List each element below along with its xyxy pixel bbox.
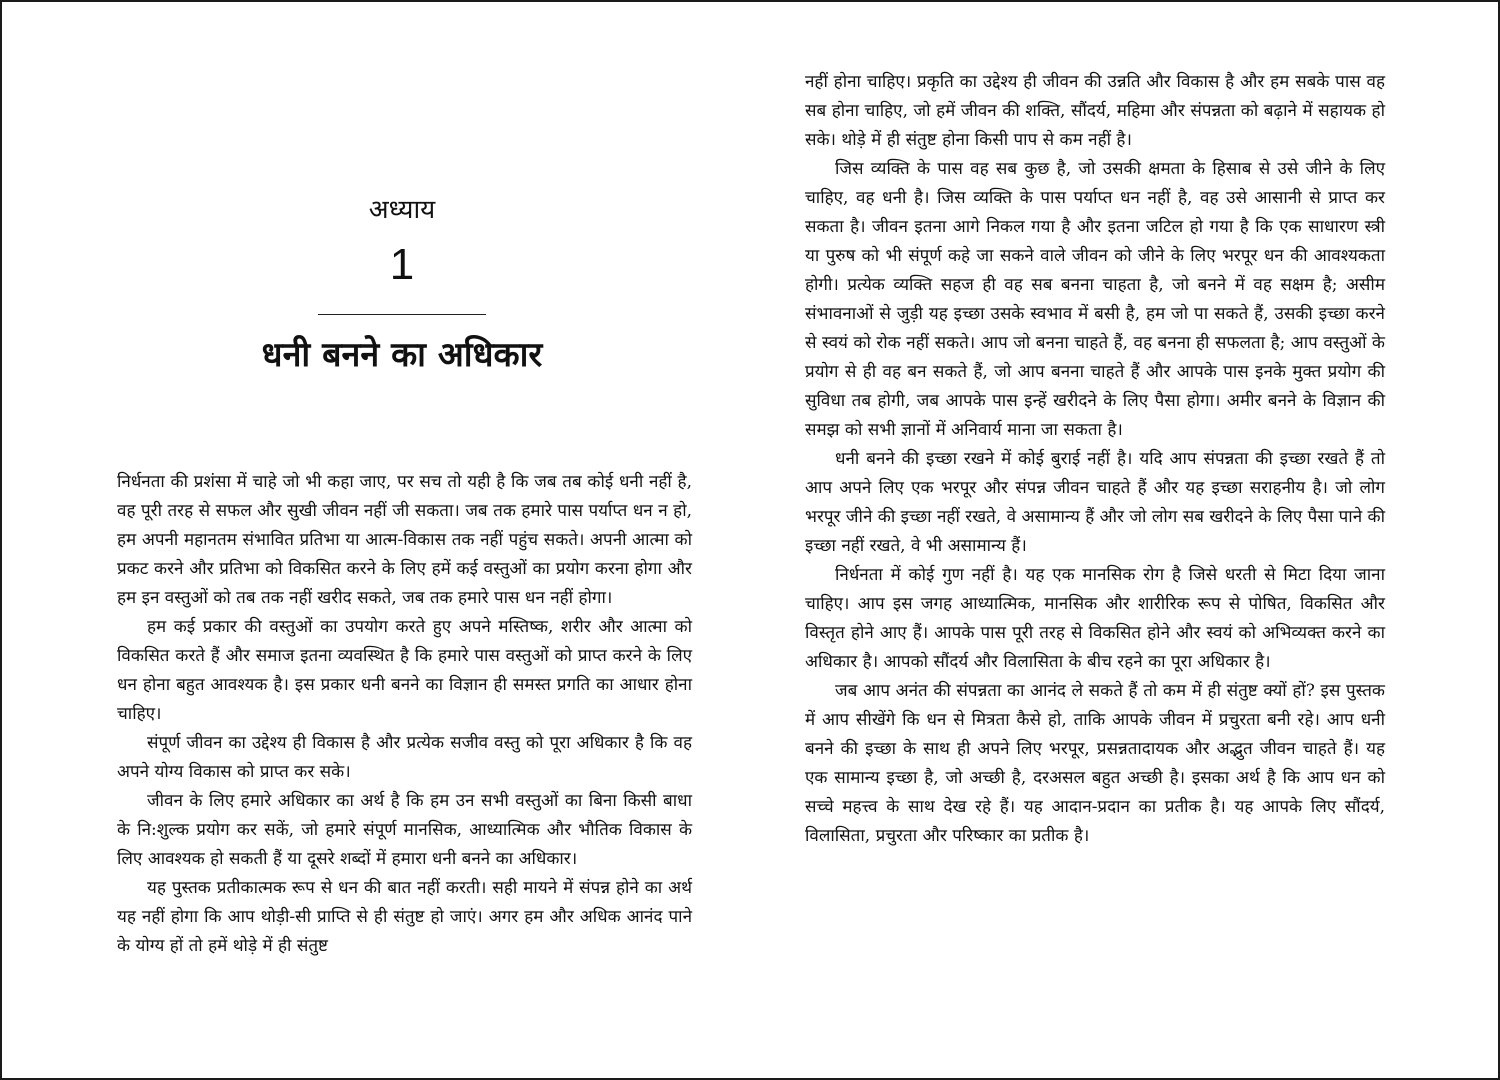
paragraph: यह पुस्तक प्रतीकात्मक रूप से धन की बात नहीं करती। सही मायने में संपन्न होने का अर्थ यह नहीं होगा कि आप थोड़ी-सी प्राप्ति से ही संतुष्ट हो जाएं। अगर हम और अधिक आनंद पाने के योग्य हों तो हमें थोड़े में ही संतुष्ट [117,878,692,956]
chapter-title: धनी बनने का अधिकार [261,335,543,375]
paragraph: हम कई प्रकार की वस्तुओं का उपयोग करते हुए अपने मस्तिष्क, शरीर और आत्मा को विकसित करते हैं और समाज इतना व्यवस्थित है कि हमारे पास वस्तुओं को प्राप्त करने के लिए धन होना बहुत आवश्यक है। इस प्रकार धनी बनने का विज्ञान ही समस्त प्रगति का आधार होना चाहिए। [117,617,692,724]
paragraph: नहीं होना चाहिए। प्रकृति का उद्देश्य ही जीवन की उन्नति और विकास है और हम सबके पास वह सब होना चाहिए, जो हमें जीवन की शक्ति, सौंदर्य, महिमा और संपन्नता को बढ़ाने में सहायक हो सके। थोड़े में ही संतुष्ट होना किसी पाप से कम नहीं है। [805,72,1385,150]
paragraph: जिस व्यक्ति के पास वह सब कुछ है, जो उसकी क्षमता के हिसाब से उसे जीने के लिए चाहिए, वह धनी है। जिस व्यक्ति के पास पर्याप्त धन नहीं है, वह उसे आसानी से प्राप्त कर सकता है। जीवन इतना आगे निकल गया है और इतना जटिल हो गया है कि एक साधारण स्त्री या पुरुष को भी संपूर्ण कहे जा सकने वाले जीवन को जीने के लिए भरपूर धन की आवश्यकता होगी। प्रत्येक व्यक्ति सहज ही वह सब बनना चाहता है, जो बनने में वह सक्षम है; असीम संभावनाओं से जुड़ी यह इच्छा उसके स्वभाव में बसी है, हम जो पा सकते हैं, उसकी इच्छा करने से स्वयं को रोक नहीं सकते। आप जो बनना चाहते हैं, वह बनना ही सफलता है; आप वस्तुओं के प्रयोग से ही वह बन सकते हैं, जो आप बनना चाहते हैं और आपके पास इनके मुक्त प्रयोग की सुविधा तब होगी, जब आपके पास इन्हें खरीदने के लिए पैसा होगा। अमीर बनने के विज्ञान की समझ को सभी ज्ञानों में अनिवार्य माना जा सकता है। [805,159,1385,440]
chapter-divider [318,314,486,315]
paragraph: धनी बनने की इच्छा रखने में कोई बुराई नहीं है। यदि आप संपन्नता की इच्छा रखते हैं तो आप अपने लिए एक भरपूर और संपन्न जीवन चाहते हैं और यह इच्छा सराहनीय है। जो लोग भरपूर जीने की इच्छा नहीं रखते, वे असामान्य हैं और जो लोग सब खरीदने के लिए पैसा पाने की इच्छा नहीं रखते, वे भी असामान्य हैं। [805,449,1385,556]
paragraph: जीवन के लिए हमारे अधिकार का अर्थ है कि हम उन सभी वस्तुओं का बिना किसी बाधा के नि:शुल्क प्रयोग कर सकें, जो हमारे संपूर्ण मानसिक, आध्यात्मिक और भौतिक विकास के लिए आवश्यक हो सकती हैं या दूसरे शब्दों में हमारा धनी बनने का अधिकार। [117,791,692,869]
left-page [2,2,750,1078]
paragraph: निर्धनता में कोई गुण नहीं है। यह एक मानसिक रोग है जिसे धरती से मिटा दिया जाना चाहिए। आप इस जगह आध्यात्मिक, मानसिक और शारीरिक रूप से पोषित, विकसित और विस्तृत होने आए हैं। आपके पास पूरी तरह से विकसित होने और स्वयं को अभिव्यक्त करने का अधिकार है। आपको सौंदर्य और विलासिता के बीच रहने का पूरा अधिकार है। [805,565,1385,672]
right-page-body [805,68,1385,851]
left-page-body [117,468,692,961]
paragraph: जब आप अनंत की संपन्नता का आनंद ले सकते हैं तो कम में ही संतुष्ट क्यों हों? इस पुस्तक में आप सीखेंगे कि धन से मित्रता कैसे हो, ताकि आपके जीवन में प्रचुरता बनी रहे। आप धनी बनने की इच्छा के साथ ही अपने लिए भरपूर, प्रसन्नतादायक और अद्भुत जीवन चाहते हैं। यह एक सामान्य इच्छा है, जो अच्छी है, दरअसल बहुत अच्छी है। इसका अर्थ है कि आप धन को सच्चे महत्त्व के साथ देख रहे हैं। यह आदान-प्रदान का प्रतीक है। यह आपके लिए सौंदर्य, विलासिता, प्रचुरता और परिष्कार का प्रतीक है। [805,681,1385,846]
paragraph: संपूर्ण जीवन का उद्देश्य ही विकास है और प्रत्येक सजीव वस्तु को पूरा अधिकार है कि वह अपने योग्य विकास को प्राप्त कर सके। [117,733,692,782]
right-page [750,2,1498,1078]
chapter-number: 1 [389,240,415,289]
chapter-heading [117,190,687,381]
chapter-label: अध्याय [368,195,436,225]
paragraph: निर्धनता की प्रशंसा में चाहे जो भी कहा जाए, पर सच तो यही है कि जब तब कोई धनी नहीं है, वह पूरी तरह से सफल और सुखी जीवन नहीं जी सकता। जब तक हमारे पास पर्याप्त धन न हो, हम अपनी महानतम संभावित प्रतिभा या आत्म-विकास तक नहीं पहुंच सकते। अपनी आत्मा को प्रकट करने और प्रतिभा को विकसित करने के लिए हमें कई वस्तुओं का प्रयोग करना होगा और हम इन वस्तुओं को तब तक नहीं खरीद सकते, जब तक हमारे पास धन नहीं होगा। [117,472,692,608]
